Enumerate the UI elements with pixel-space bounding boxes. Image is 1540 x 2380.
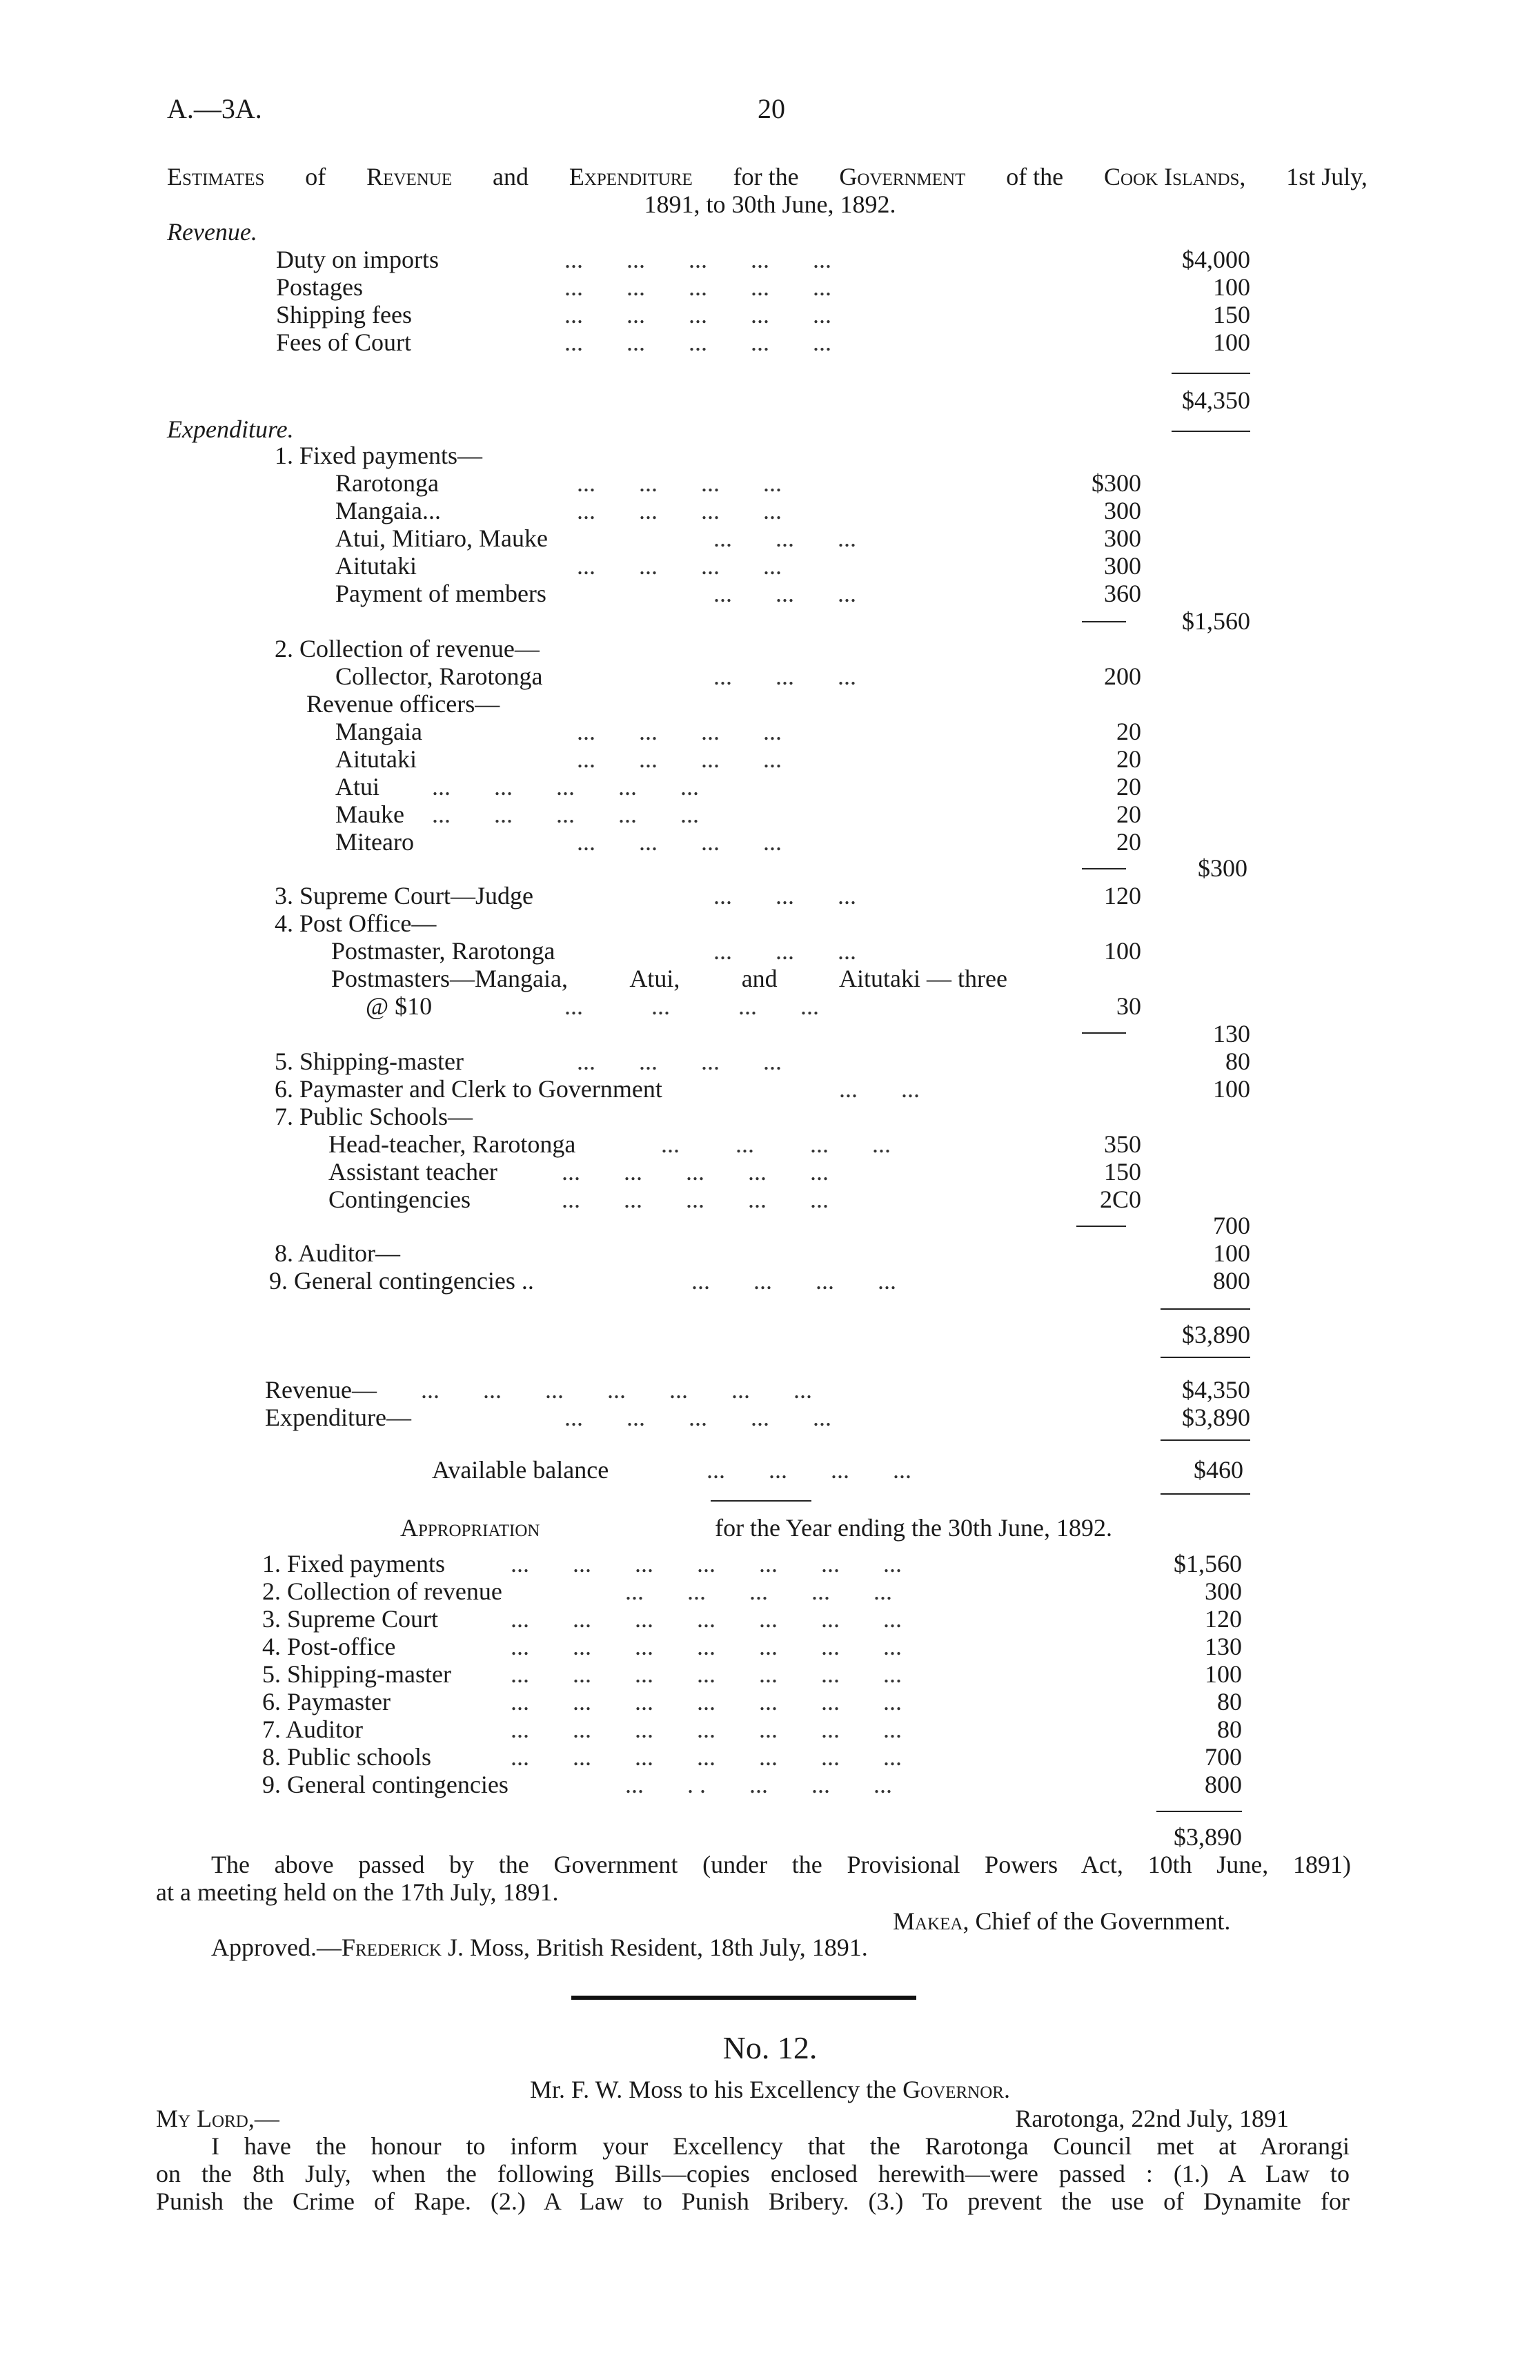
revenue-heading: Revenue. <box>167 218 257 246</box>
fixed-item-amount: $300 <box>1092 469 1141 497</box>
appropriation-item-label: 6. Paymaster <box>262 1688 391 1715</box>
officer-label: Aitutaki <box>335 745 417 773</box>
short-rule <box>711 1500 811 1502</box>
appropriation-item-amount: 800 <box>1205 1771 1242 1798</box>
officers-title: Revenue officers— <box>306 690 500 718</box>
sum-rule <box>1161 1439 1250 1441</box>
letter-body-line: Punish the Crime of Rape. (2.) A Law to Punish Bribery. (3.) To prevent the use of Dynamite for <box>156 2187 1350 2215</box>
postmaster-label: Postmaster, Rarotonga <box>331 937 555 965</box>
postmasters-word: and <box>741 965 778 992</box>
fixed-item-amount: 360 <box>1104 580 1141 607</box>
leader-dots: ... ... ... ... ... ... ... <box>511 1715 902 1743</box>
letter-place-date: Rarotonga, 22nd July, 1891 <box>1015 2105 1289 2132</box>
leader-dots: ... ... ... <box>713 524 856 552</box>
appropriation-title <box>400 1514 1112 1542</box>
appropriation-item-amount: 300 <box>1205 1577 1242 1605</box>
approved-line <box>211 1934 868 1961</box>
title-word: and <box>492 163 529 190</box>
expenditure-total: $3,890 <box>1182 1321 1250 1348</box>
appropriation-item-amount: 130 <box>1205 1633 1242 1660</box>
page-number: 20 <box>758 93 785 124</box>
sum-rule <box>1172 373 1250 374</box>
section-title: 7. Public Schools— <box>275 1103 473 1130</box>
section-divider <box>571 1996 916 2000</box>
revenue-item-amount: $4,000 <box>1182 246 1250 273</box>
leader-dots: ... ... ... ... ... ... ... <box>511 1633 902 1660</box>
officer-amount: 20 <box>1116 800 1141 828</box>
school-item-label: Contingencies <box>328 1186 471 1213</box>
revenue-item-amount: 100 <box>1213 328 1250 356</box>
leader-dots: ... ... ... ... ... ... ... <box>511 1605 902 1633</box>
general-amount: 800 <box>1213 1267 1250 1295</box>
leader-dots: ... ... ... ... ... <box>564 301 831 328</box>
officer-amount: 20 <box>1116 745 1141 773</box>
title-word: for the <box>733 163 799 190</box>
leader-dots: ... ... ... ... <box>577 718 782 745</box>
appropriation-item-label: 2. Collection of revenue <box>262 1577 502 1605</box>
letter-subtitle-a: Mr. F. W. Moss to his Excellency the <box>530 2076 897 2103</box>
fixed-item-label: Rarotonga <box>335 469 439 497</box>
title-line-1 <box>167 163 1368 190</box>
leader-dots: ... ... ... ... ... ... ... <box>511 1550 902 1577</box>
fixed-item-label: Aitutaki <box>335 552 417 580</box>
letter-subtitle <box>0 2076 1540 2103</box>
leader-dots: ... ... ... ... ... <box>562 1158 829 1186</box>
postmasters-line <box>331 965 1007 992</box>
passed-line-2: at a meeting held on the 17th July, 1891. <box>156 1878 559 1906</box>
appropriation-title-a: Appropriation <box>400 1514 540 1542</box>
summary-expenditure-amount: $3,890 <box>1182 1404 1250 1431</box>
section-title: 1. Fixed payments— <box>275 442 482 469</box>
appropriation-total: $3,890 <box>1174 1823 1242 1851</box>
revenue-item-amount: 100 <box>1213 273 1250 301</box>
passed-line-1: The above passed by the Government (under the Provisional Powers Act, 10th June, 1891) <box>211 1851 1351 1878</box>
school-item-label: Head-teacher, Rarotonga <box>328 1130 576 1158</box>
collection-total: $300 <box>1198 854 1247 882</box>
title-word: Expenditure <box>569 163 693 190</box>
letter-subtitle-b: Governor. <box>902 2076 1010 2103</box>
appropriation-item-amount: 700 <box>1205 1743 1242 1771</box>
officer-label: Atui <box>335 773 380 800</box>
school-item-amount: 2C0 <box>1099 1186 1141 1213</box>
revenue-total: $4,350 <box>1182 386 1250 414</box>
rate-label: @ $10 <box>366 992 433 1020</box>
letter-salutation: My Lord,— <box>156 2105 279 2132</box>
letter-body-line: I have the honour to inform your Excellency that the Rarotonga Council met at Arorangi <box>211 2132 1350 2160</box>
officer-amount: 20 <box>1116 718 1141 745</box>
title-word: 1st July, <box>1286 163 1368 190</box>
leader-dots: ... ... ... ... ... ... ... <box>511 1660 902 1688</box>
collector-amount: 200 <box>1104 662 1141 690</box>
court-amount: 120 <box>1104 882 1141 909</box>
appropriation-item-label: 4. Post-office <box>262 1633 396 1660</box>
officer-amount: 20 <box>1116 773 1141 800</box>
fixed-item-amount: 300 <box>1104 524 1141 552</box>
leader-dots: ... ... ... ... ... ... ... <box>511 1688 902 1715</box>
leader-dots: ... ... ... <box>713 580 856 607</box>
auditor-amount: 100 <box>1213 1239 1250 1267</box>
leader-dots: ... ... ... ... <box>577 1048 782 1075</box>
rate-amount: 30 <box>1116 992 1141 1020</box>
dash-rule <box>1076 1226 1126 1227</box>
leader-dots: ... ... ... ... ... ... ... <box>511 1743 902 1771</box>
shipping-label: 5. Shipping-master <box>275 1048 464 1075</box>
leader-dots: ... ... ... <box>713 882 856 909</box>
fixed-item-label: Payment of members <box>335 580 546 607</box>
leader-dots: ... ... ... ... <box>661 1130 891 1158</box>
revenue-item-label: Duty on imports <box>276 246 440 273</box>
postmaster-amount: 100 <box>1104 937 1141 965</box>
officer-label: Mauke <box>335 800 404 828</box>
summary-expenditure-label: Expenditure— <box>265 1404 411 1431</box>
appropriation-item-amount: 80 <box>1217 1688 1242 1715</box>
appropriation-item-label: 8. Public schools <box>262 1743 432 1771</box>
balance-label: Available balance <box>432 1456 609 1484</box>
leader-dots: ... ... ... ... ... <box>562 1186 829 1213</box>
dash-rule <box>1082 621 1126 622</box>
approved-prefix: Approved.— <box>211 1934 342 1961</box>
leader-dots: ... ... ... ... <box>577 828 782 856</box>
postmasters-word: Postmasters—Mangaia, <box>331 965 568 992</box>
revenue-item-amount: 150 <box>1213 301 1250 328</box>
leader-dots: ... ... ... ... ... <box>564 246 831 273</box>
collector-label: Collector, Rarotonga <box>335 662 543 690</box>
officer-label: Mitearo <box>335 828 414 856</box>
school-item-amount: 150 <box>1104 1158 1141 1186</box>
leader-dots: ... ... ... ... ... <box>432 800 699 828</box>
leader-dots: ... ... <box>839 1075 920 1103</box>
balance-amount: $460 <box>1194 1456 1243 1484</box>
school-item-label: Assistant teacher <box>328 1158 497 1186</box>
paymaster-label: 6. Paymaster and Clerk to Government <box>275 1075 662 1103</box>
title-line-2: 1891, to 30th June, 1892. <box>644 190 896 218</box>
dash-rule <box>1082 1032 1126 1034</box>
leader-dots: ... ... ... ... ... ... ... <box>421 1376 812 1404</box>
sum-rule <box>1161 1357 1250 1358</box>
leader-dots: ... ... ... ... ... <box>432 773 699 800</box>
leader-dots: ... ... ... ... ... <box>564 273 831 301</box>
fixed-item-label: Atui, Mitiaro, Mauke <box>335 524 548 552</box>
title-word: Government <box>839 163 966 190</box>
section-title: 4. Post Office— <box>275 909 437 937</box>
revenue-item-label: Fees of Court <box>276 328 411 356</box>
title-word: Cook Islands, <box>1104 163 1246 190</box>
school-item-amount: 350 <box>1104 1130 1141 1158</box>
appropriation-item-label: 9. General contingencies <box>262 1771 509 1798</box>
letter-number: No. 12. <box>722 2030 818 2065</box>
leader-dots: ... ... ... ... <box>577 745 782 773</box>
letter-body-line: on the 8th July, when the following Bills—copies enclosed herewith—were passed : (1.) A Law to <box>156 2160 1350 2187</box>
leader-dots: ... ... ... <box>713 662 856 690</box>
leader-dots: ... ... ... ... ... <box>564 328 831 356</box>
makea-title: Chief of the Government. <box>975 1907 1231 1935</box>
leader-dots: ... ... ... ... <box>564 992 819 1020</box>
postmasters-word: Aitutaki — three <box>839 965 1007 992</box>
title-word: Estimates <box>167 163 265 190</box>
appropriation-title-b: for the Year ending the 30th June, 1892. <box>715 1514 1112 1542</box>
auditor-label: 8. Auditor— <box>275 1239 401 1267</box>
fixed-item-amount: 300 <box>1104 497 1141 524</box>
dash-rule <box>1082 868 1126 869</box>
leader-dots: ... ... ... ... <box>577 469 782 497</box>
fixed-item-amount: 300 <box>1104 552 1141 580</box>
expenditure-heading: Expenditure. <box>167 415 294 443</box>
document-reference: A.—3A. <box>167 93 262 124</box>
leader-dots: ... ... ... <box>713 937 856 965</box>
appropriation-item-label: 1. Fixed payments <box>262 1550 445 1577</box>
sum-rule <box>1161 1308 1250 1310</box>
makea-signature <box>893 1907 1230 1935</box>
leader-dots: ... ... ... ... ... <box>564 1404 831 1431</box>
appropriation-item-amount: 100 <box>1205 1660 1242 1688</box>
title-word: Revenue <box>366 163 453 190</box>
title-word: of the <box>1006 163 1064 190</box>
post-total: 130 <box>1213 1020 1250 1048</box>
appropriation-item-label: 3. Supreme Court <box>262 1605 438 1633</box>
revenue-item-label: Postages <box>276 273 363 301</box>
appropriation-item-amount: 120 <box>1205 1605 1242 1633</box>
leader-dots: ... ... ... ... <box>577 552 782 580</box>
approved-rest: J. Moss, British Resident, 18th July, 1891. <box>448 1934 868 1961</box>
appropriation-item-label: 5. Shipping-master <box>262 1660 451 1688</box>
fixed-total: $1,560 <box>1182 607 1250 635</box>
leader-dots: ... ... ... ... ... <box>625 1577 892 1605</box>
approved-name: Frederick <box>341 1934 442 1961</box>
summary-revenue-amount: $4,350 <box>1182 1376 1250 1404</box>
leader-dots: ... ... ... ... <box>691 1267 896 1295</box>
schools-total: 700 <box>1213 1212 1250 1239</box>
shipping-amount: 80 <box>1225 1048 1250 1075</box>
paymaster-amount: 100 <box>1213 1075 1250 1103</box>
leader-dots: ... . . ... ... ... <box>625 1771 892 1798</box>
sum-rule <box>1156 1811 1242 1812</box>
appropriation-item-amount: $1,560 <box>1174 1550 1242 1577</box>
appropriation-item-label: 7. Auditor <box>262 1715 364 1743</box>
appropriation-item-amount: 80 <box>1217 1715 1242 1743</box>
officer-amount: 20 <box>1116 828 1141 856</box>
general-label: 9. General contingencies .. <box>269 1267 534 1295</box>
section-title: 2. Collection of revenue— <box>275 635 540 662</box>
makea-name: Makea, <box>893 1907 969 1935</box>
leader-dots: ... ... ... ... <box>577 497 782 524</box>
leader-dots: ... ... ... ... <box>707 1456 911 1484</box>
sum-rule <box>1172 431 1250 432</box>
court-label: 3. Supreme Court—Judge <box>275 882 533 909</box>
officer-label: Mangaia <box>335 718 422 745</box>
summary-revenue-label: Revenue— <box>265 1376 377 1404</box>
fixed-item-label: Mangaia... <box>335 497 441 524</box>
sum-rule <box>1161 1493 1250 1495</box>
title-word: of <box>305 163 326 190</box>
revenue-item-label: Shipping fees <box>276 301 412 328</box>
postmasters-word: Atui, <box>629 965 680 992</box>
